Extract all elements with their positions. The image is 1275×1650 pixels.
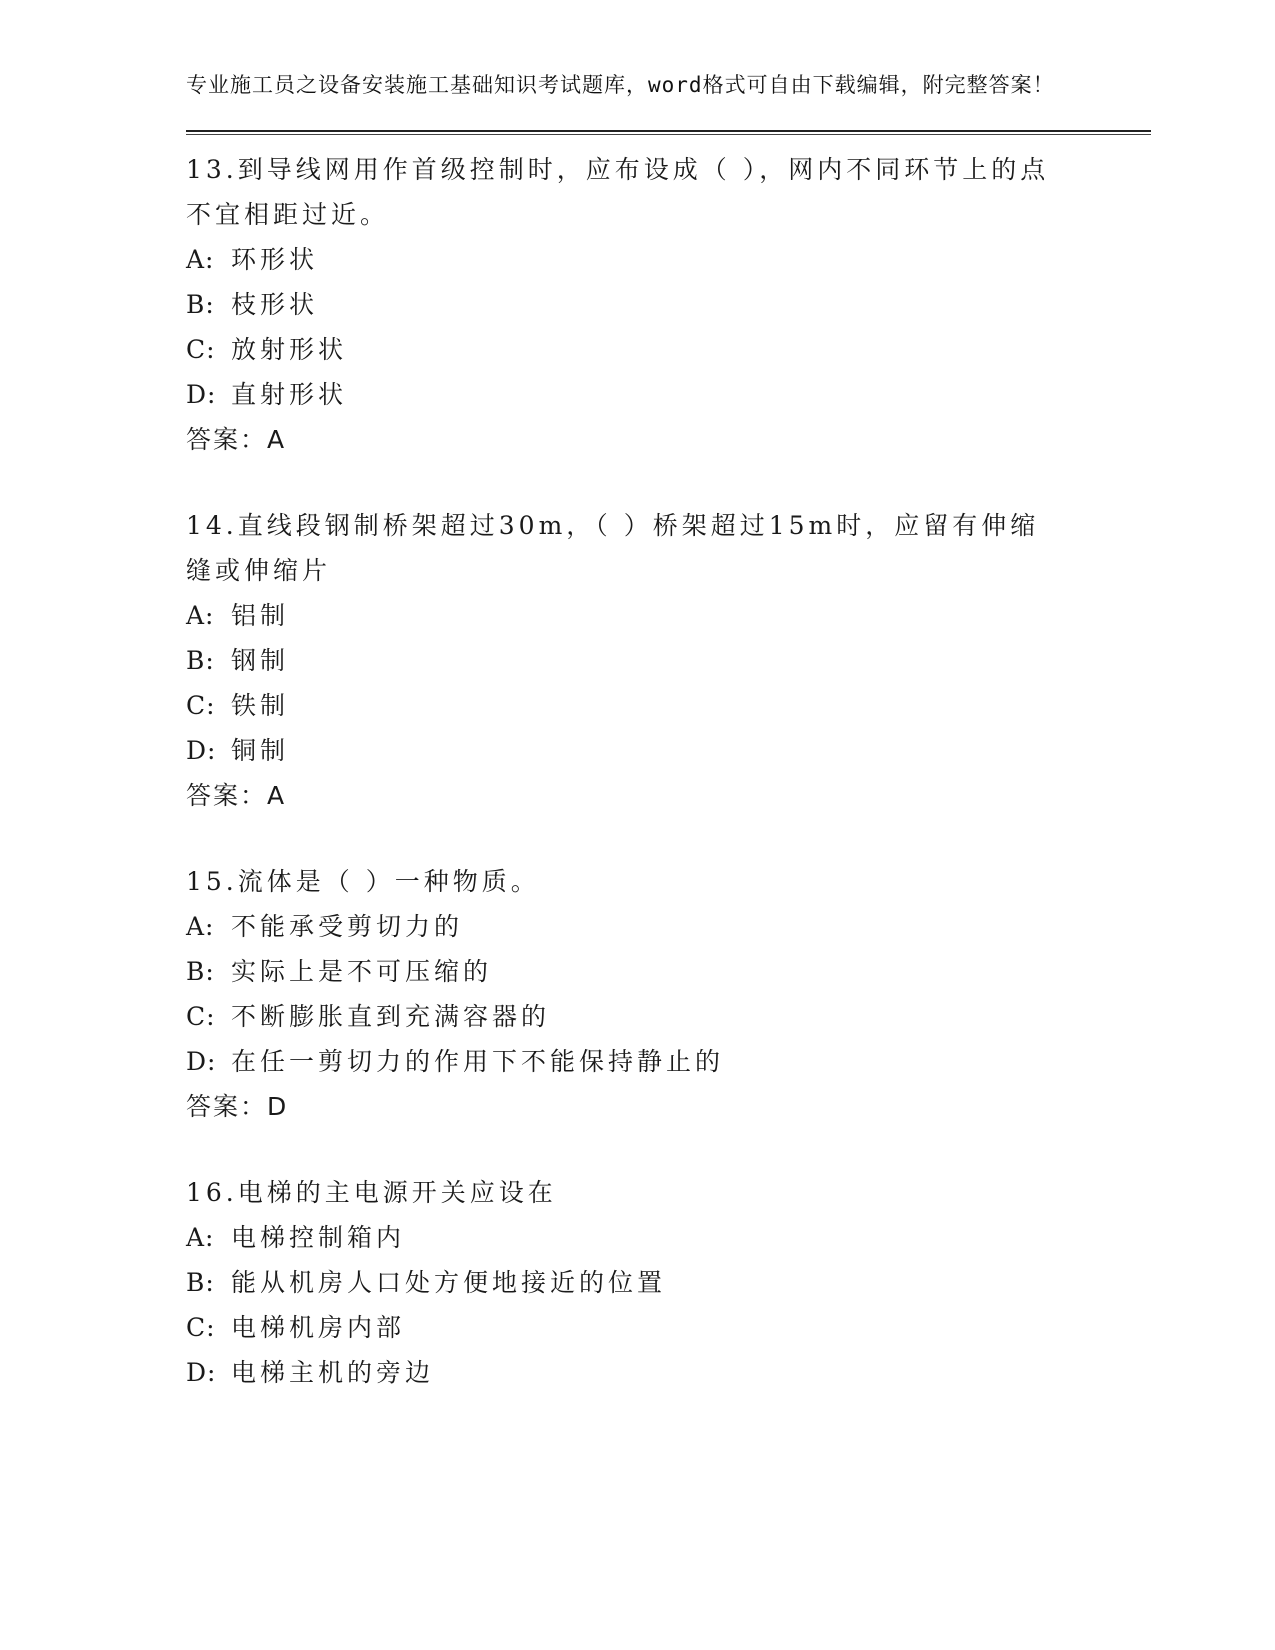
option-letter: C: xyxy=(186,335,216,364)
option-text: 能从机房人口处方便地接近的位置 xyxy=(231,1268,667,1297)
question-stem: 14.直线段钢制桥架超过30m，（ ）桥架超过15m时，应留有伸缩缝或伸缩片 xyxy=(186,511,1040,585)
option-letter: A: xyxy=(186,912,215,941)
option-text: 不能承受剪切力的 xyxy=(231,912,464,941)
document-page xyxy=(186,70,1151,1436)
document-header: 专业施工员之设备安装施工基础知识考试题库，word格式可自由下载编辑，附完整答案！ xyxy=(186,73,1055,97)
option-text: 电梯主机的旁边 xyxy=(231,1358,435,1387)
option-letter: D: xyxy=(186,380,217,409)
option-text: 枝形状 xyxy=(231,290,319,319)
option-d xyxy=(186,1350,1151,1395)
option-letter: C: xyxy=(186,1002,216,1031)
option-a xyxy=(186,593,1151,638)
option-letter: B: xyxy=(186,957,215,986)
option-text: 放射形状 xyxy=(231,335,348,364)
option-text: 铁制 xyxy=(231,691,290,720)
option-text: 直射形状 xyxy=(231,380,348,409)
question-list xyxy=(186,147,1151,1395)
option-c xyxy=(186,683,1151,728)
option-text: 电梯控制箱内 xyxy=(231,1223,406,1252)
option-letter: C: xyxy=(186,691,216,720)
option-text: 铜制 xyxy=(231,736,290,765)
question-15 xyxy=(186,859,1151,1129)
option-text: 环形状 xyxy=(231,245,319,274)
option-c xyxy=(186,327,1151,372)
option-text: 不断膨胀直到充满容器的 xyxy=(231,1002,551,1031)
question-stem: 15.流体是（ ）一种物质。 xyxy=(186,867,540,896)
option-letter: A: xyxy=(186,245,215,274)
option-a xyxy=(186,1215,1151,1260)
header-divider xyxy=(186,130,1151,132)
option-c xyxy=(186,994,1151,1039)
option-text: 电梯机房内部 xyxy=(231,1313,406,1342)
option-c xyxy=(186,1305,1151,1350)
option-letter: B: xyxy=(186,646,215,675)
option-letter: D: xyxy=(186,1358,217,1387)
option-b xyxy=(186,282,1151,327)
option-letter: D: xyxy=(186,1047,217,1076)
question-14 xyxy=(186,503,1151,818)
option-text: 实际上是不可压缩的 xyxy=(231,957,493,986)
option-b xyxy=(186,949,1151,994)
option-d xyxy=(186,372,1151,417)
answer-line: 答案：A xyxy=(186,425,287,454)
option-a xyxy=(186,237,1151,282)
question-stem: 16.电梯的主电源开关应设在 xyxy=(186,1178,557,1207)
option-text: 在任一剪切力的作用下不能保持静止的 xyxy=(231,1047,725,1076)
option-letter: B: xyxy=(186,290,215,319)
question-16 xyxy=(186,1170,1151,1395)
header-divider-thin xyxy=(186,134,1151,135)
option-letter: B: xyxy=(186,1268,215,1297)
option-letter: A: xyxy=(186,1223,215,1252)
option-text: 铝制 xyxy=(231,601,290,630)
option-d xyxy=(186,1039,1151,1084)
option-text: 钢制 xyxy=(231,646,290,675)
question-13 xyxy=(186,147,1151,462)
option-letter: C: xyxy=(186,1313,216,1342)
option-d xyxy=(186,728,1151,773)
option-letter: A: xyxy=(186,601,215,630)
question-stem: 13.到导线网用作首级控制时，应布设成（ ），网内不同环节上的点不宜相距过近。 xyxy=(186,155,1050,229)
answer-line: 答案：A xyxy=(186,781,287,810)
option-a xyxy=(186,904,1151,949)
option-letter: D: xyxy=(186,736,217,765)
option-b xyxy=(186,1260,1151,1305)
answer-line: 答案：D xyxy=(186,1092,289,1121)
option-b xyxy=(186,638,1151,683)
